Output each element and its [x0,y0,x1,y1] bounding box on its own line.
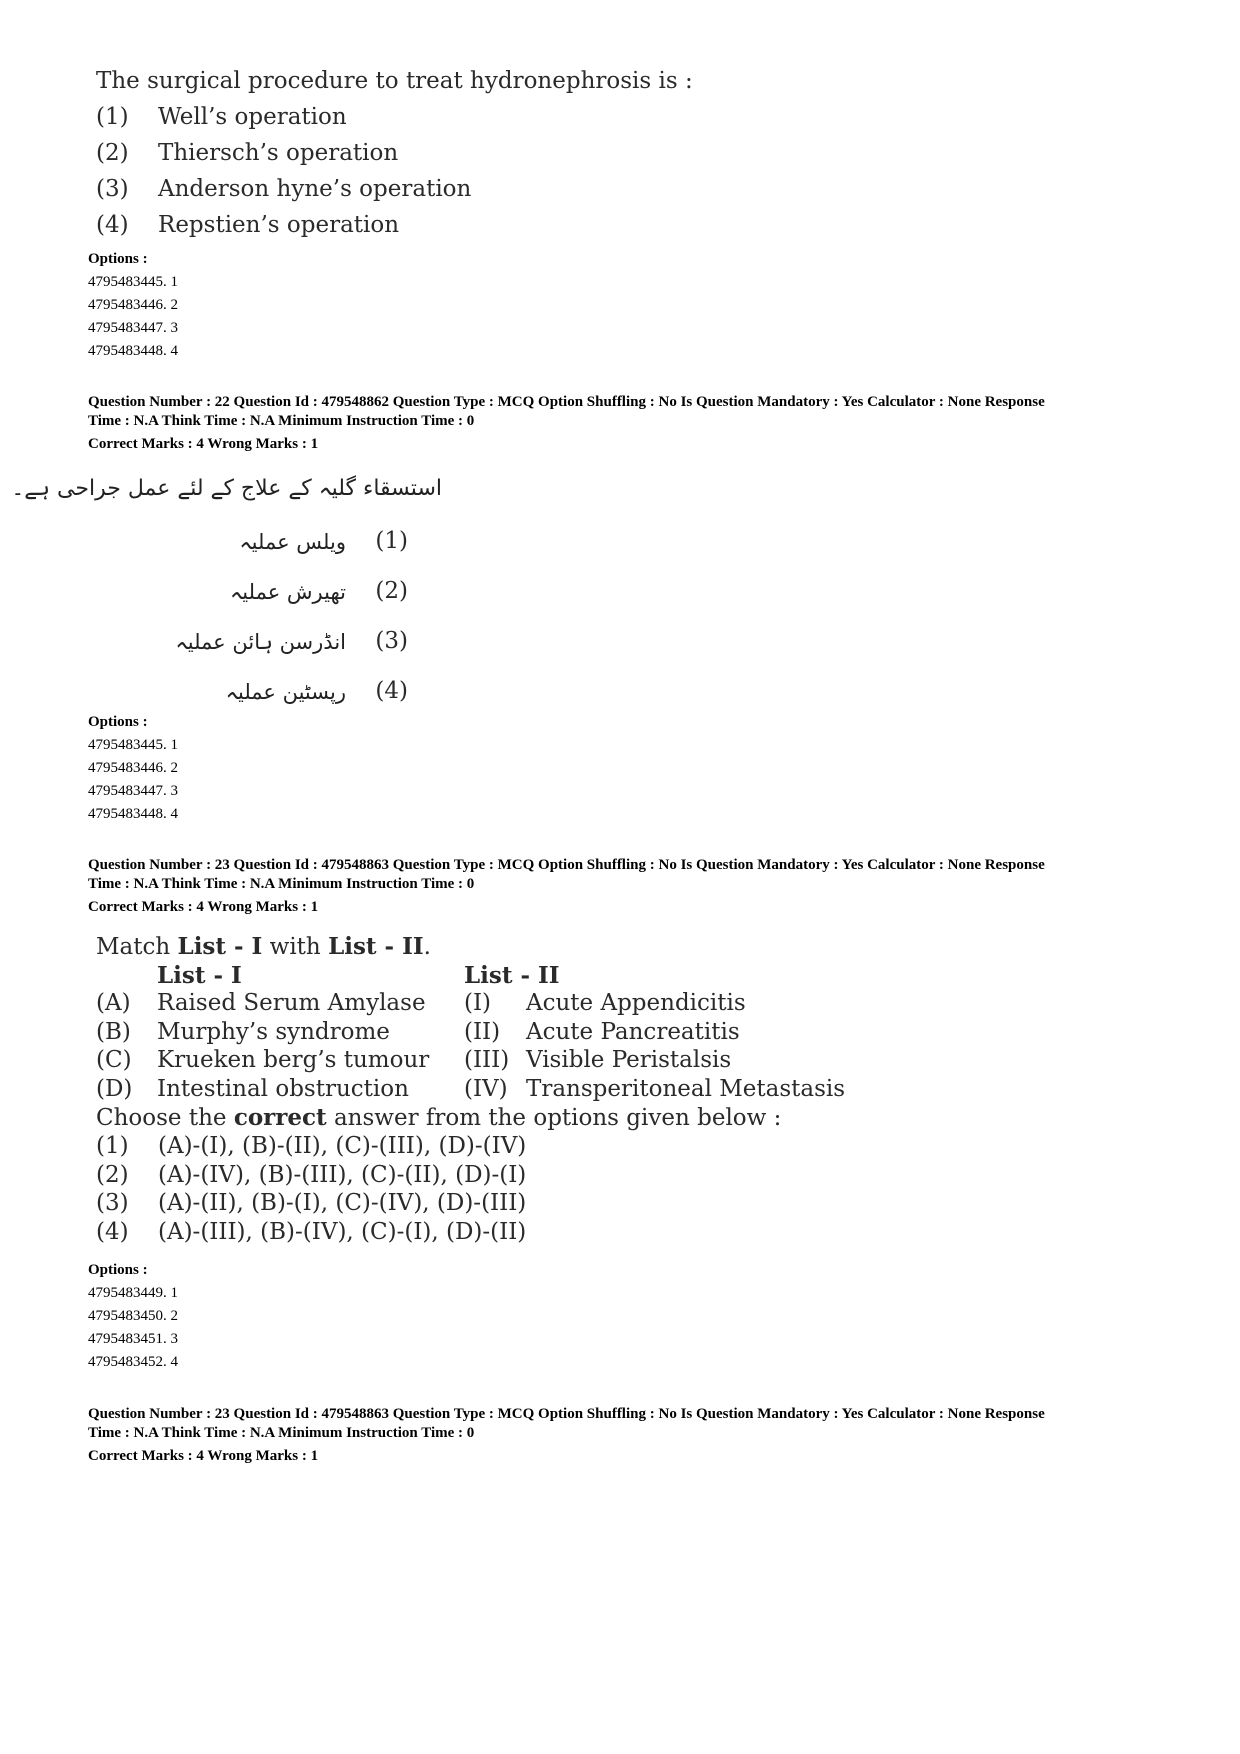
list1-header: List - I [157,962,242,989]
list2-key: (I) [464,990,492,1016]
choice-2 [222,578,408,610]
question-text-with: with [262,934,329,960]
choice-number: (4) [375,678,408,704]
option-id-4: 4795483452. 4 [88,1354,178,1370]
choice-4 [222,678,408,710]
list2-text: Acute Appendicitis [526,990,746,1016]
option-id-3: 4795483451. 3 [88,1331,178,1347]
choose-pre: Choose the [96,1105,234,1131]
choice-text: انڈرسن ہائن عملیہ [175,630,346,654]
question-marks: Correct Marks : 4 Wrong Marks : 1 [88,436,319,452]
options-label: Options : [88,1262,148,1278]
list1-key: (A) [96,990,131,1016]
option-id-1: 4795483449. 1 [88,1285,178,1301]
choose-instruction [96,1104,781,1131]
list2-text: Acute Pancreatitis [526,1019,740,1045]
question-meta-line2: Time : N.A Think Time : N.A Minimum Instruction Time : 0 [88,413,475,429]
question-text-pre: Match [96,934,178,960]
question-text-urdu: استسقاء گلیہ کے علاج کے لئے عمل جراحی ہے۔ [11,476,442,501]
option-id-1: 4795483445. 1 [88,274,178,290]
question-text [96,933,431,960]
question-marks: Correct Marks : 4 Wrong Marks : 1 [88,899,319,915]
choice-text: (A)-(I), (B)-(II), (C)-(III), (D)-(IV) [158,1133,527,1159]
list1-key: (D) [96,1076,133,1102]
list1-text: Krueken berg’s tumour [157,1047,430,1073]
answer-2 [96,1162,526,1188]
choice-text: Repstien’s operation [158,212,400,238]
choice-text: (A)-(II), (B)-(I), (C)-(IV), (D)-(III) [158,1190,527,1216]
question-meta-line1: Question Number : 23 Question Id : 479548863 Question Type : MCQ Option Shuffling : No Is Question Mandatory : Yes Calculator : None Response [88,1406,1045,1422]
choice-number: (2) [96,1162,129,1188]
choice-2 [96,140,398,166]
option-id-2: 4795483450. 2 [88,1308,178,1324]
choice-1 [222,528,408,560]
options-label: Options : [88,251,148,267]
choice-number: (1) [96,1133,129,1159]
choice-text: رپسٹین عملیہ [225,680,346,704]
choice-number: (4) [96,1219,129,1245]
choice-text: (A)-(III), (B)-(IV), (C)-(I), (D)-(II) [158,1219,527,1245]
list2-text: Transperitoneal Metastasis [526,1076,846,1102]
question-meta [88,856,1045,894]
list1-text: Raised Serum Amylase [157,990,426,1016]
list2-key: (IV) [464,1076,508,1102]
answer-4 [96,1219,526,1245]
choice-3 [175,628,408,660]
list1-key: (C) [96,1047,132,1073]
question-meta-line1: Question Number : 22 Question Id : 479548862 Question Type : MCQ Option Shuffling : No Is Question Mandatory : Yes Calculator : None Response [88,394,1045,410]
choice-text: (A)-(IV), (B)-(III), (C)-(II), (D)-(I) [158,1162,527,1188]
question-marks: Correct Marks : 4 Wrong Marks : 1 [88,1448,319,1464]
choice-number: (2) [96,140,129,166]
question-meta [88,393,1045,431]
match-row-c [96,1047,856,1077]
answer-1 [96,1133,526,1159]
choice-text: Thiersch’s operation [158,140,399,166]
choice-text: تھیرش عملیہ [229,580,346,604]
choose-post: answer from the options given below : [326,1105,782,1131]
question-meta-line1: Question Number : 23 Question Id : 479548863 Question Type : MCQ Option Shuffling : No Is Question Mandatory : Yes Calculator : None Response [88,857,1045,873]
list2-key: (II) [464,1019,501,1045]
option-id-4: 4795483448. 4 [88,343,178,359]
choice-text: ویلس عملیہ [239,530,346,554]
choice-3 [96,176,471,202]
choice-number: (1) [96,104,129,130]
question-text-list2: List - II [328,933,424,960]
choice-number: (3) [96,1190,129,1216]
choice-1 [96,104,347,130]
list1-key: (B) [96,1019,131,1045]
question-meta-line2: Time : N.A Think Time : N.A Minimum Instruction Time : 0 [88,1425,475,1441]
question-text-end: . [423,934,431,960]
choice-number: (3) [96,176,129,202]
choose-bold: correct [233,1104,327,1131]
question-meta-line2: Time : N.A Think Time : N.A Minimum Instruction Time : 0 [88,876,475,892]
match-row-a [96,990,856,1020]
option-id-4: 4795483448. 4 [88,806,178,822]
match-row-b [96,1019,856,1049]
option-id-3: 4795483447. 3 [88,783,178,799]
list2-key: (III) [464,1047,510,1073]
choice-text: Well’s operation [158,104,347,130]
choice-text: Anderson hyne’s operation [158,176,472,202]
question-meta [88,1405,1045,1443]
choice-number: (4) [96,212,129,238]
option-id-2: 4795483446. 2 [88,760,178,776]
choice-4 [96,212,399,238]
list1-text: Intestinal obstruction [157,1076,409,1102]
question-text: The surgical procedure to treat hydronephrosis is : [96,68,693,94]
choice-number: (3) [375,628,408,654]
option-id-3: 4795483447. 3 [88,320,178,336]
answer-3 [96,1190,526,1216]
choice-number: (1) [375,528,408,554]
list1-text: Murphy’s syndrome [157,1019,390,1045]
match-row-d [96,1076,856,1106]
choice-number: (2) [375,578,408,604]
question-text-list1: List - I [177,933,263,960]
list2-text: Visible Peristalsis [526,1047,732,1073]
option-id-1: 4795483445. 1 [88,737,178,753]
options-label: Options : [88,714,148,730]
option-id-2: 4795483446. 2 [88,297,178,313]
list2-header: List - II [464,962,560,989]
